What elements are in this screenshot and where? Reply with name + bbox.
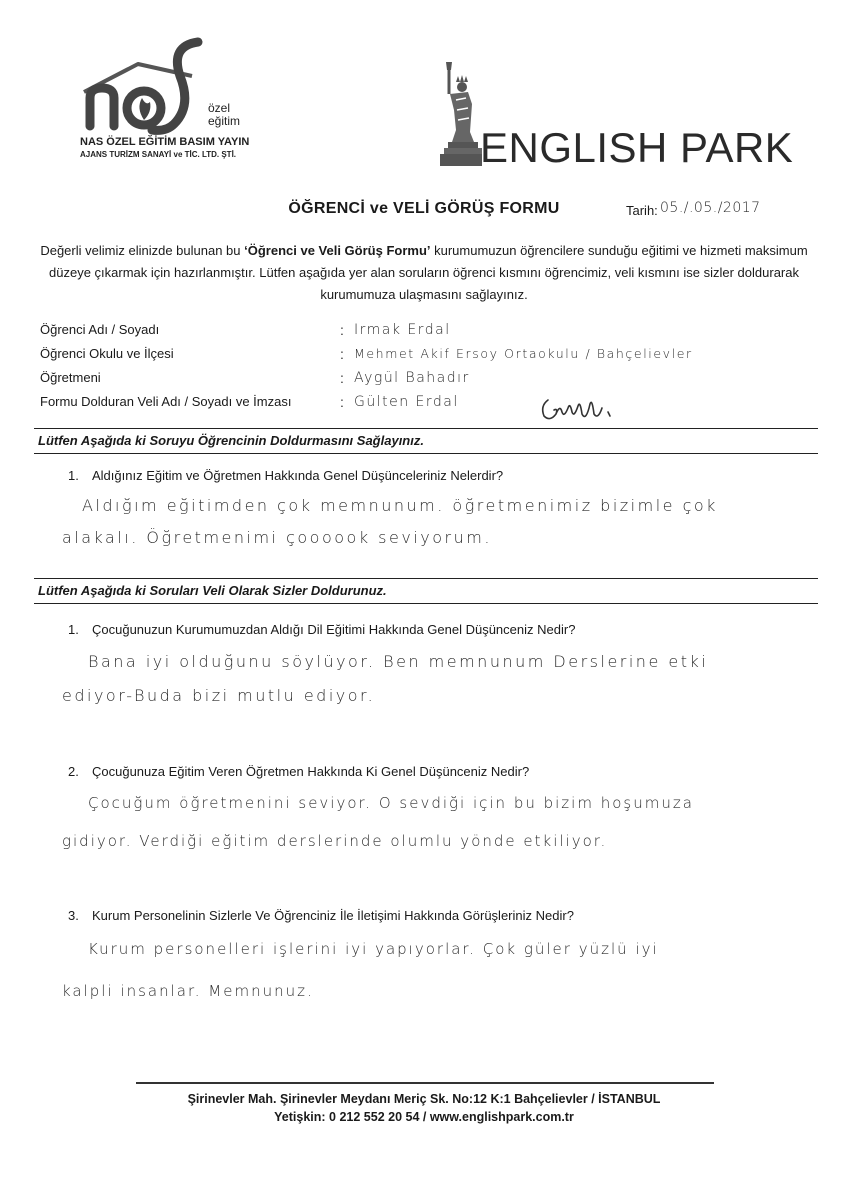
question-text: Çocuğunuzun Kurumumuzdan Aldığı Dil Eğitimi Hakkında Genel Düşünceniz Nedir?: [92, 622, 576, 637]
footer-address: Şirinevler Mah. Şirinevler Meydanı Meriç Sk. No:12 K:1 Bahçelievler / İSTANBUL: [187, 1092, 661, 1106]
question-number: 1.: [68, 622, 79, 637]
question-text: Çocuğunuza Eğitim Veren Öğretmen Hakkında Ki Genel Düşünceniz Nedir?: [92, 764, 530, 779]
student-name-label: Öğrenci Adı / Soyadı: [40, 322, 160, 337]
parent-section-heading: Lütfen Aşağıda ki Soruları Veli Olarak Sizler Doldurunuz.: [34, 578, 818, 604]
intro-text-start: Değerli velimiz elinizde bulunan bu: [40, 243, 245, 258]
footer-divider: [136, 1082, 714, 1084]
statue-of-liberty-icon: [438, 60, 482, 168]
parent-answer-3-line-2: kalpli insanlar. Memnunuz.: [62, 982, 314, 1000]
field-colon: :: [340, 370, 344, 386]
question-number: 3.: [68, 908, 79, 923]
form-title: ÖĞRENCİ ve VELİ GÖRÜŞ FORMU: [288, 200, 560, 217]
student-name-value: Irmak Erdal: [354, 322, 451, 338]
teacher-name-value: Aygül Bahadır: [354, 370, 470, 386]
student-section-heading: Lütfen Aşağıda ki Soruyu Öğrencinin Doldurmasını Sağlayınız.: [34, 428, 818, 454]
english-park-wordmark: ENGLISH PARK: [480, 124, 794, 171]
parent-signature: [538, 392, 618, 426]
question-text: Aldığınız Eğitim ve Öğretmen Hakkında Genel Düşünceleriniz Nelerdir?: [92, 468, 504, 483]
field-colon: :: [340, 322, 344, 338]
question-number: 2.: [68, 764, 79, 779]
nas-ozel-text: özel: [208, 101, 231, 115]
parent-answer-3-line-1: Kurum personelleri işlerini iyi yapıyorlar. Çok güler yüzlü iyi: [88, 940, 659, 958]
student-school-label: Öğrenci Okulu ve İlçesi: [40, 346, 174, 361]
question-text: Kurum Personelinin Sizlerle Ve Öğrenciniz İle İletişimi Hakkında Görüşleriniz Nedir?: [92, 908, 574, 923]
nas-logo: [80, 36, 260, 166]
parent-answer-2-line-1: Çocuğum öğretmenini seviyor. O sevdiği için bu bizim hoşumuza: [88, 794, 694, 812]
student-answer-line-1: Aldığım eğitimden çok memnunum. öğretmenimiz bizimle çok: [82, 496, 718, 515]
student-school-value: Mehmet Akif Ersoy Ortaokulu / Bahçelievler: [354, 346, 693, 361]
parent-question-2: [68, 764, 529, 779]
parent-question-3: [68, 908, 574, 923]
nas-company-subtitle: AJANS TURİZM SANAYİ ve TİC. LTD. ŞTİ.: [80, 150, 237, 159]
teacher-label: Öğretmeni: [40, 370, 101, 385]
parent-name-label: Formu Dolduran Veli Adı / Soyadı ve İmzası: [40, 394, 292, 409]
date-label: Tarih:: [626, 203, 658, 218]
intro-text-end: kurumumuzun öğrencilere sunduğu eğitimi ve hizmeti maksimum düzeye çıkarmak için hazırlanmıştır. Lütfen aşağıda yer alan soruların öğrenci kısmını öğrencimiz, veli kısmını ise sizler doldurarak kurumumuza ulaşmasını sağlayınız.: [49, 243, 808, 302]
footer-contact: Yetişkin: 0 212 552 20 54 / www.englishpark.com.tr: [274, 1110, 574, 1124]
english-park-logo: [438, 60, 794, 171]
question-number: 1.: [68, 468, 79, 483]
field-colon: :: [340, 346, 344, 362]
nas-company-name: NAS ÖZEL EĞİTİM BASIM YAYIN: [80, 136, 250, 148]
parent-name-value: Gülten Erdal: [354, 394, 459, 410]
field-colon: :: [340, 394, 344, 410]
student-question-1: [68, 468, 503, 483]
parent-answer-1-line-2: ediyor-Buda bizi mutlu ediyor.: [62, 686, 376, 705]
parent-answer-1-line-1: Bana iyi olduğunu söylüyor. Ben memnunum Derslerine etki: [88, 652, 709, 671]
nas-egitim-text: eğitim: [208, 114, 241, 128]
student-answer-line-2: alakalı. Öğretmenimi çoooook seviyorum.: [62, 528, 492, 547]
date-value: 05./.05./2017: [660, 200, 761, 216]
parent-question-1: [68, 622, 575, 637]
parent-answer-2-line-2: gidiyor. Verdiği eğitim derslerinde olumlu yönde etkiliyor.: [62, 832, 608, 850]
intro-form-name: ‘Öğrenci ve Veli Görüş Formu’: [244, 243, 431, 258]
intro-paragraph: [40, 240, 808, 306]
